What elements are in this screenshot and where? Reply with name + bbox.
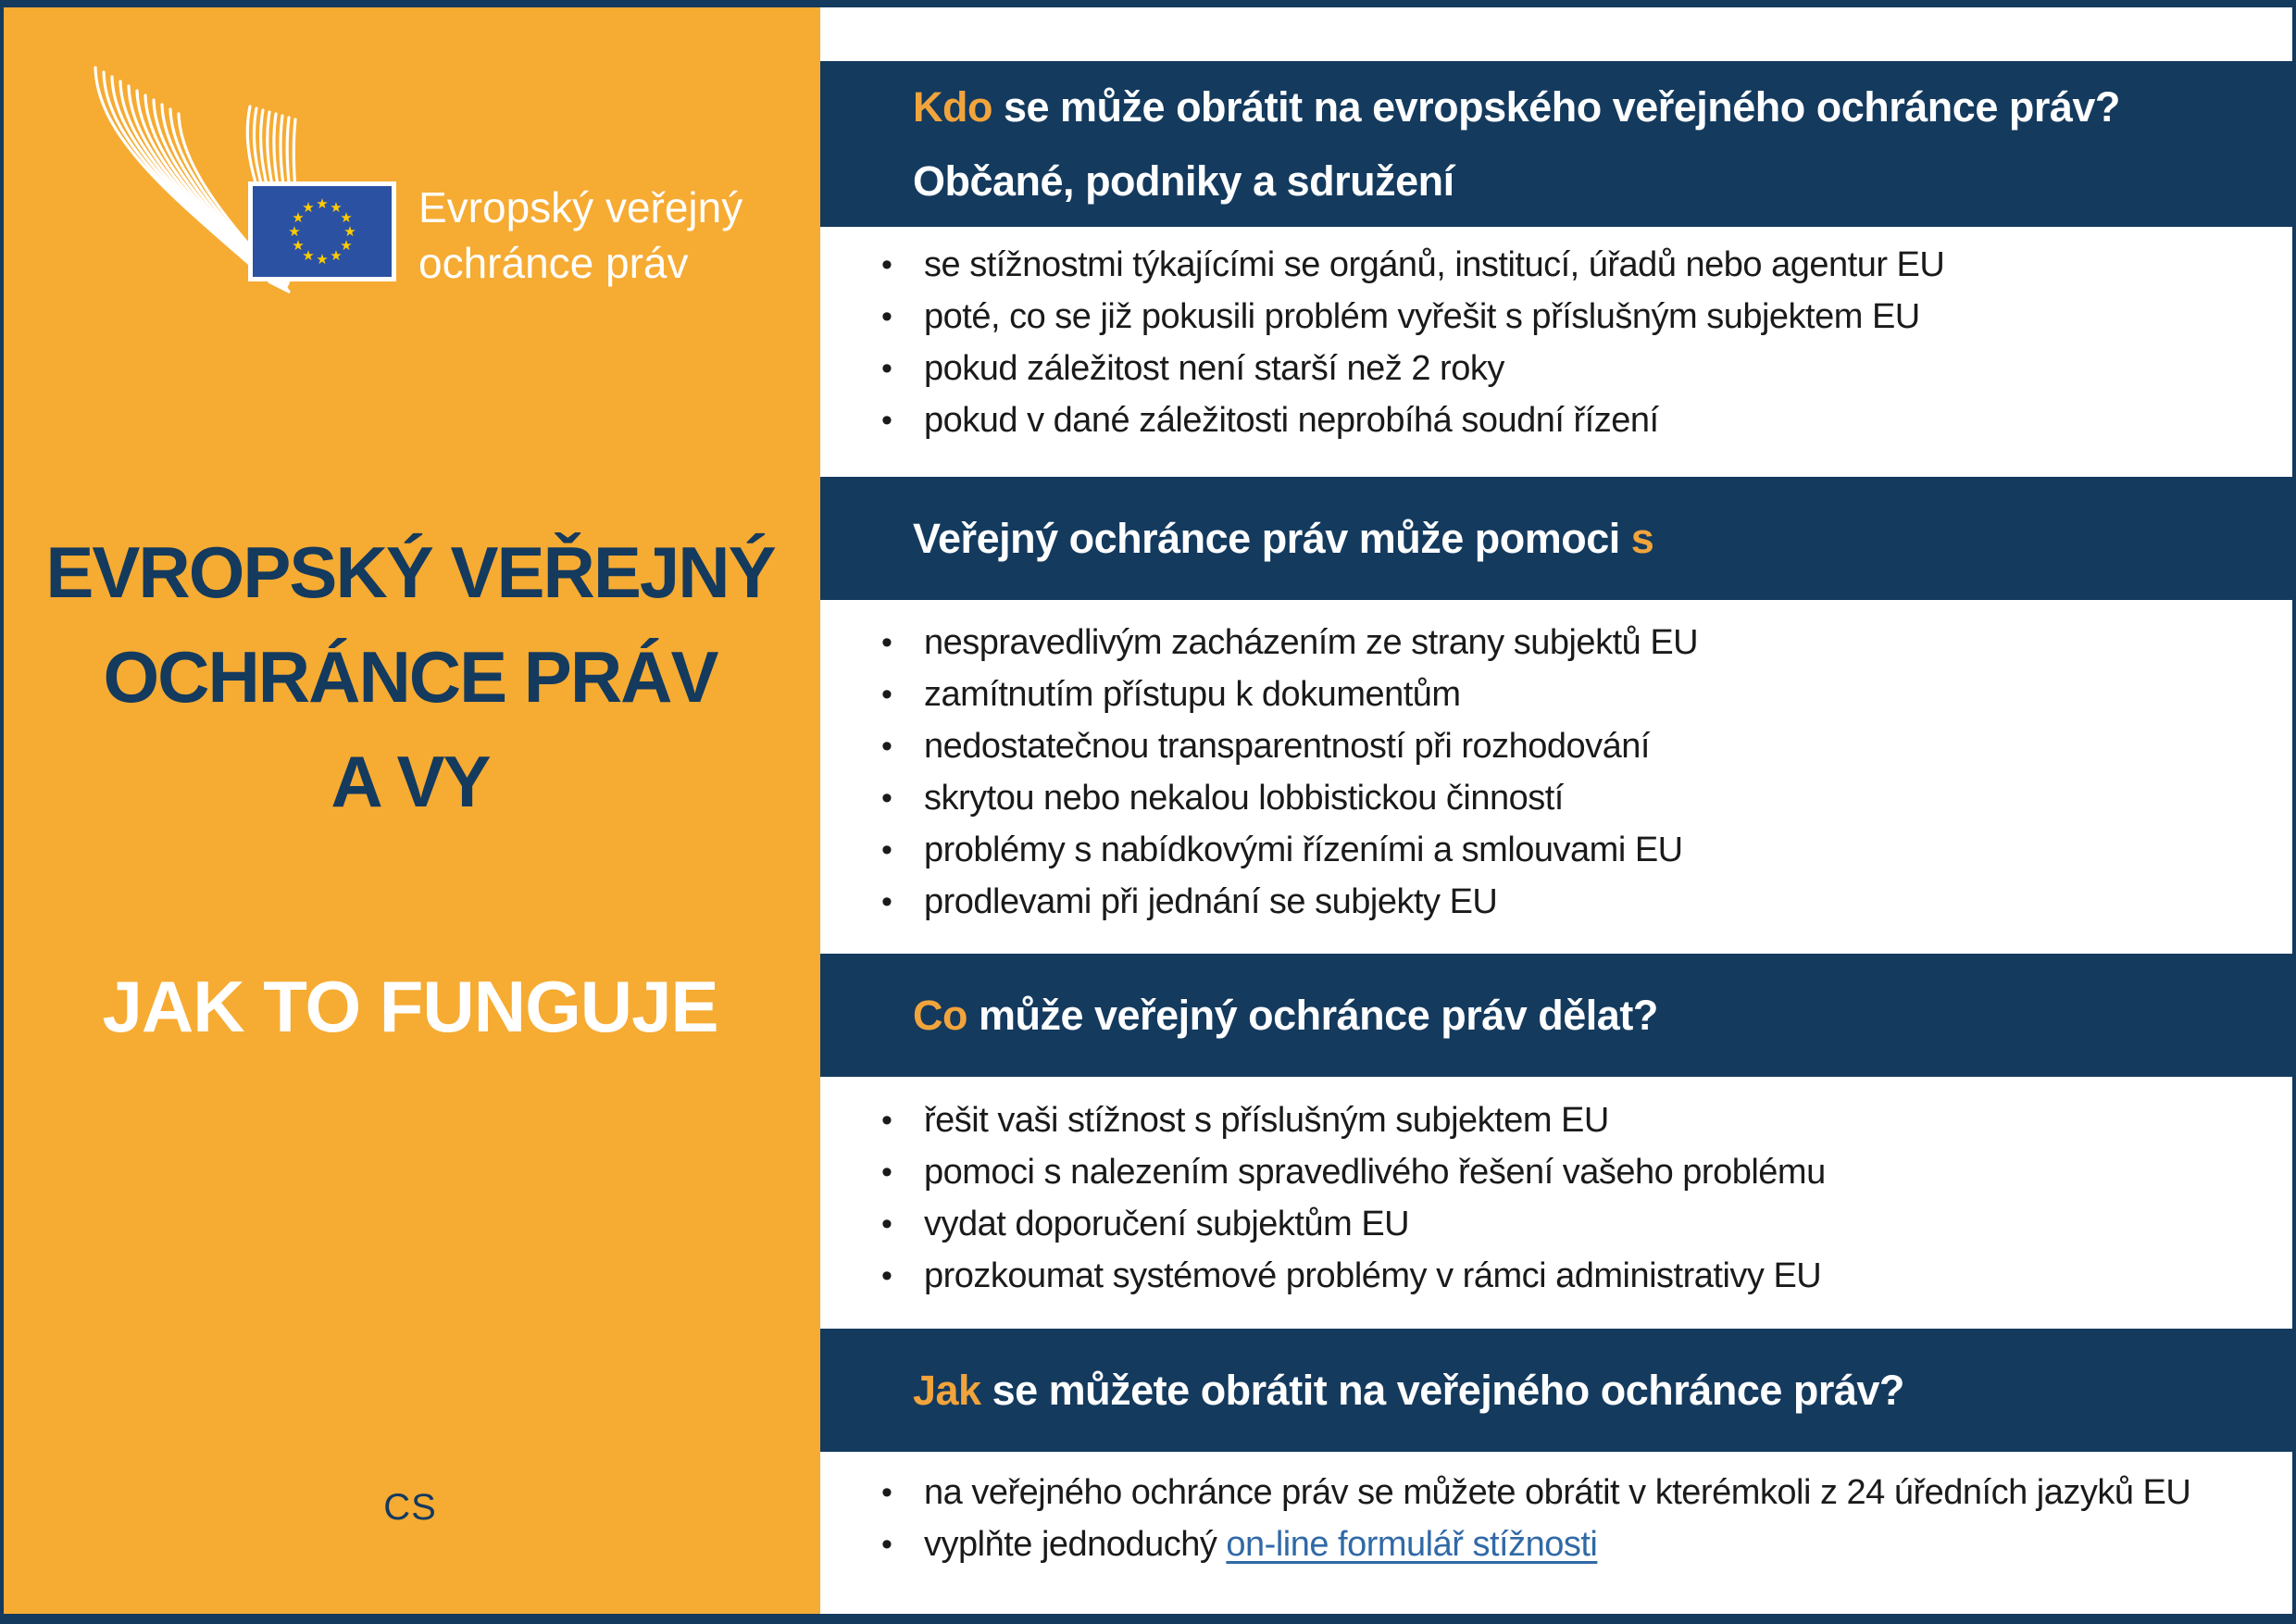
language-code: CS — [383, 1487, 437, 1528]
heading-how-line — [913, 1367, 2296, 1415]
svg-text:★: ★ — [330, 199, 343, 216]
heading-who-highlight: Kdo — [913, 82, 992, 131]
bullet-icon: • — [881, 403, 892, 438]
bullet-text: prodlevami při jednání se subjekty EU — [924, 882, 1498, 921]
list-item — [820, 772, 2296, 824]
bullet-list-help — [820, 617, 2296, 928]
bullet-text: se stížnostmi týkajícími se orgánů, institucí, úřadů nebo agentur EU — [924, 245, 1945, 284]
bullet-text: vyplňte jednoduchý — [924, 1525, 1227, 1564]
list-item — [820, 1094, 2296, 1146]
bullet-text: vydat doporučení subjektům EU — [924, 1205, 1410, 1243]
list-item — [820, 1250, 2296, 1302]
bullet-icon: • — [881, 781, 892, 816]
list-item — [820, 720, 2296, 772]
svg-text:★: ★ — [340, 209, 353, 226]
svg-text:★: ★ — [316, 195, 329, 212]
logo-wordmark — [418, 180, 742, 291]
svg-text:★: ★ — [343, 223, 356, 240]
svg-text:★: ★ — [340, 237, 353, 254]
bullet-icon: • — [881, 247, 892, 282]
list-item — [820, 1467, 2296, 1518]
page-border-bottom — [0, 1614, 2296, 1624]
panel-subtitle: JAK TO FUNGUJE — [102, 966, 718, 1047]
list-item — [820, 876, 2296, 928]
bullet-icon: • — [881, 1475, 892, 1510]
heading-how-highlight: Jak — [913, 1366, 981, 1414]
bullet-icon: • — [881, 625, 892, 660]
bullet-text: zamítnutím přístupu k dokumentům — [924, 675, 1461, 714]
heading-who-rest: se může obrátit na evropského veřejného ochránce práv? — [992, 82, 2120, 131]
bullet-list-who — [820, 239, 2296, 446]
bullet-icon: • — [881, 1258, 892, 1293]
bullet-text: pokud záležitost není starší než 2 roky — [924, 349, 1504, 388]
bullet-text: pokud v dané záležitosti neprobíhá soudní řízení — [924, 401, 1659, 440]
bullet-text: poté, co se již pokusili problém vyřešit s příslušným subjektem EU — [924, 297, 1920, 336]
page-border-top — [0, 0, 2296, 7]
svg-text:★: ★ — [302, 247, 315, 264]
logo-wordmark-line1: Evropský veřejný — [418, 183, 743, 231]
heading-bar-who — [820, 61, 2296, 227]
heading-bar-what — [820, 954, 2296, 1077]
bullet-text: nespravedlivým zacházením ze strany subjektů EU — [924, 623, 1699, 662]
list-item — [820, 1198, 2296, 1250]
content-column — [820, 0, 2296, 1624]
svg-text:★: ★ — [302, 199, 315, 216]
svg-text:★: ★ — [330, 247, 343, 264]
list-item — [820, 394, 2296, 446]
panel-title-line1: EVROPSKÝ VEŘEJNÝ — [45, 531, 775, 613]
heading-what-highlight: Co — [913, 991, 967, 1039]
heading-what-line — [913, 992, 2296, 1040]
heading-what-rest: může veřejný ochránce práv dělat? — [967, 991, 1658, 1039]
svg-text:★: ★ — [316, 251, 329, 268]
bullet-icon: • — [881, 351, 892, 386]
svg-text:★: ★ — [292, 209, 305, 226]
bullet-text: prozkoumat systémové problémy v rámci administrativy EU — [924, 1256, 1822, 1295]
bullet-icon: • — [881, 832, 892, 868]
bullet-icon: • — [881, 1155, 892, 1190]
list-item — [820, 291, 2296, 343]
page-border-left — [0, 0, 4, 1624]
list-item — [820, 239, 2296, 291]
bullet-text: nedostatečnou transparentností při rozhodování — [924, 727, 1650, 766]
svg-text:★: ★ — [288, 223, 301, 240]
bullet-icon: • — [881, 677, 892, 712]
logo-wordmark-line2: ochránce práv — [418, 239, 689, 287]
page-border-right — [2292, 0, 2296, 1624]
complaint-form-link[interactable]: on-line formulář stížnosti — [1226, 1525, 1598, 1564]
bullet-text: pomoci s nalezením spravedlivého řešení vašeho problému — [924, 1153, 1826, 1192]
list-item — [820, 1518, 2296, 1570]
bullet-icon: • — [881, 1527, 892, 1562]
heading-who-line1 — [913, 70, 2296, 144]
list-item — [820, 824, 2296, 876]
list-item — [820, 343, 2296, 394]
bullet-text: na veřejného ochránce práv se můžete obrátit v kterémkoli z 24 úředních jazyků EU — [924, 1473, 2191, 1512]
panel-title-line3: A VY — [331, 741, 490, 822]
heading-bar-how — [820, 1329, 2296, 1452]
heading-who-line2: Občané, podniky a sdružení — [913, 156, 1454, 205]
bullet-icon: • — [881, 299, 892, 334]
heading-bar-help-with — [820, 477, 2296, 600]
bullet-list-how — [820, 1467, 2296, 1570]
panel-title-line2: OCHRÁNCE PRÁV — [103, 636, 718, 718]
bullet-text: skrytou nebo nekalou lobbistickou činností — [924, 779, 1564, 818]
svg-text:★: ★ — [292, 237, 305, 254]
bullet-icon: • — [881, 884, 892, 919]
heading-help-highlight: s — [1630, 514, 1654, 562]
bullet-list-what — [820, 1094, 2296, 1302]
eu-flag-icon — [248, 181, 396, 281]
bullet-icon: • — [881, 729, 892, 764]
left-panel — [0, 0, 820, 1624]
heading-how-rest: se můžete obrátit na veřejného ochránce práv? — [980, 1366, 1904, 1414]
heading-help-line — [913, 515, 2296, 563]
list-item — [820, 668, 2296, 720]
bullet-text: problémy s nabídkovými řízeními a smlouvami EU — [924, 831, 1683, 869]
list-item — [820, 1146, 2296, 1198]
bullet-icon: • — [881, 1103, 892, 1138]
panel-title — [0, 520, 820, 834]
bullet-text: řešit vaši stížnost s příslušným subjektem EU — [924, 1101, 1609, 1140]
list-item — [820, 617, 2296, 668]
heading-help-pre: Veřejný ochránce práv může pomoci — [913, 514, 1631, 562]
bullet-icon: • — [881, 1206, 892, 1242]
